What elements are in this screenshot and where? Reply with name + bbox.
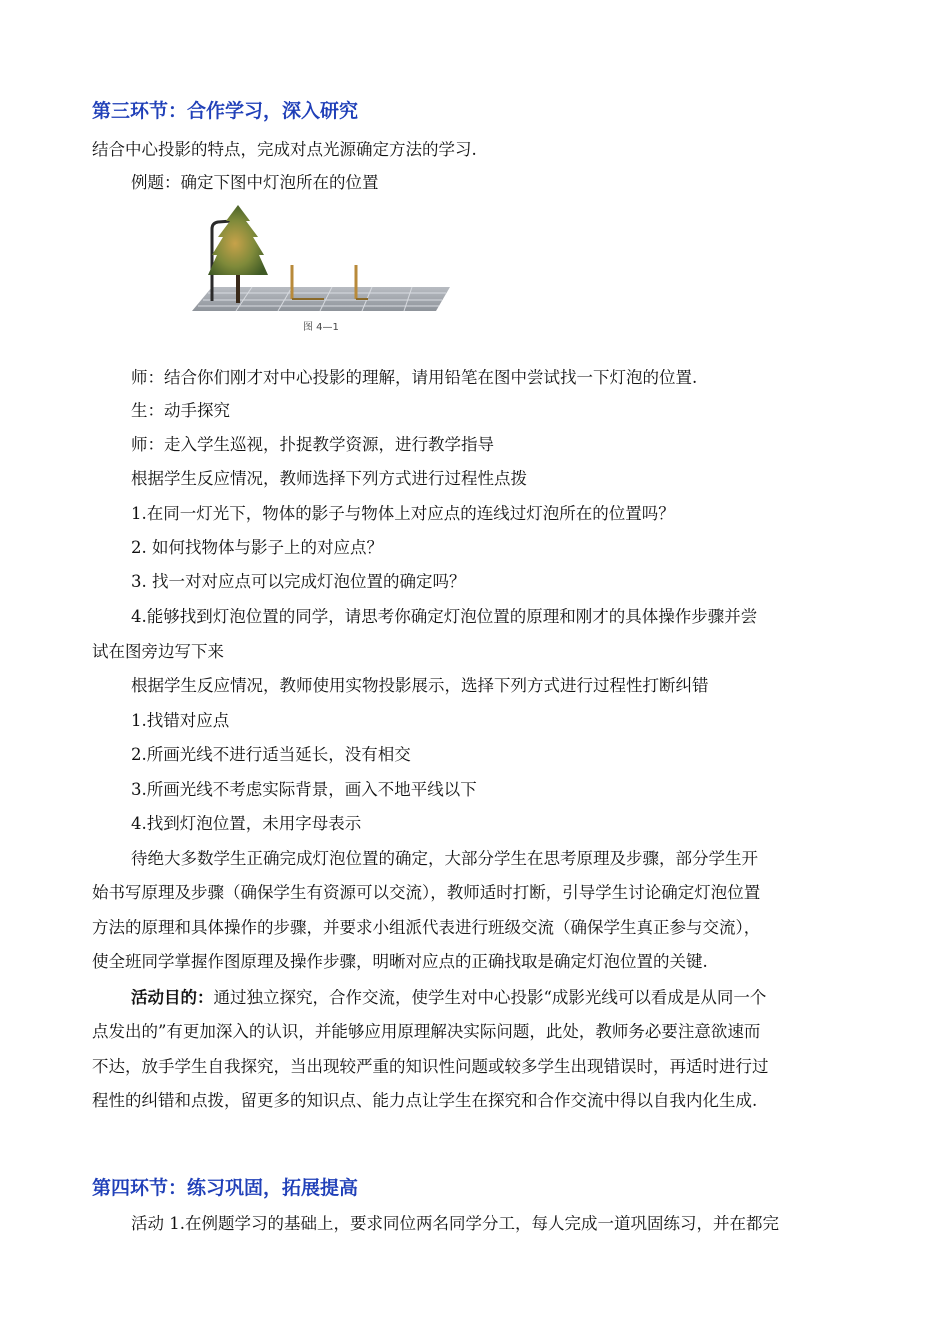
text-line: 根据学生反应情况，教师选择下列方式进行过程性点拨 (131, 469, 527, 488)
purpose-label: 活动目的： (131, 988, 214, 1007)
tree-trunk (236, 273, 240, 303)
text-line: 根据学生反应情况，教师使用实物投影展示，选择下列方式进行过程性打断纠错 (131, 676, 709, 695)
section4-heading: 第四环节：练习巩固，拓展提高 (92, 1177, 359, 1199)
text-line: 生：动手探究 (131, 401, 230, 420)
purpose-line: 点发出的”有更加深入的认识，并能够应用原理解决实际问题，此处，教师务必要注意欲速而 (92, 1022, 761, 1041)
figure-caption: 图 4—1 (303, 322, 339, 333)
text-line: 1.找错对应点 (131, 711, 230, 730)
text-line: 2. 如何找物体与影子上的对应点？ (131, 538, 383, 557)
purpose-line: 程性的纠错和点拨，留更多的知识点、能力点让学生在探究和合作交流中得以自我内化生成. (92, 1091, 758, 1110)
section3-intro: 结合中心投影的特点，完成对点光源确定方法的学习. (92, 140, 477, 159)
section3-heading: 第三环节：合作学习，深入研究 (92, 100, 359, 122)
text-line: 待绝大多数学生正确完成灯泡位置的确定，大部分学生在思考原理及步骤，部分学生开 (131, 849, 758, 868)
text-line: 始书写原理及步骤（确保学生有资源可以交流），教师适时打断，引导学生讨论确定灯泡位置 (92, 883, 761, 902)
text-line: 3. 找一对对应点可以完成灯泡位置的确定吗？ (131, 572, 466, 591)
text-line: 师：结合你们刚才对中心投影的理解，请用铅笔在图中尝试找一下灯泡的位置. (131, 368, 698, 387)
purpose-first-line (131, 986, 766, 1010)
tree (208, 205, 268, 275)
text-line: 4.找到灯泡位置，未用字母表示 (131, 814, 362, 833)
text-line: 1.在同一灯光下，物体的影子与物体上对应点的连线过灯泡所在的位置吗？ (131, 504, 675, 523)
example-prompt: 例题：确定下图中灯泡所在的位置 (131, 173, 379, 192)
text-line: 试在图旁边写下来 (92, 642, 224, 661)
purpose-text: 通过独立探究，合作交流，使学生对中心投影“成影光线可以看成是从同一个 (213, 988, 767, 1007)
text-line: 4.能够找到灯泡位置的同学，请思考你确定灯泡位置的原理和刚才的具体操作步骤并尝 (131, 607, 758, 626)
text-line: 师：走入学生巡视，扑捉教学资源，进行教学指导 (131, 435, 494, 454)
purpose-line: 不达，放手学生自我探究，当出现较严重的知识性问题或较多学生出现错误时，再适时进行过 (92, 1057, 769, 1076)
text-line: 方法的原理和具体操作的步骤，并要求小组派代表进行班级交流（确保学生真正参与交流）， (92, 918, 761, 937)
text-line: 3.所画光线不考虑实际背景，画入不地平线以下 (131, 780, 477, 799)
section4-first-line: 活动 1.在例题学习的基础上，要求同位两名同学分工，每人完成一道巩固练习，并在都完 (131, 1214, 779, 1233)
text-line: 使全班同学掌握作图原理及操作步骤，明晰对应点的正确找取是确定灯泡位置的关键. (92, 952, 708, 971)
text-line: 2.所画光线不进行适当延长，没有相交 (131, 745, 411, 764)
